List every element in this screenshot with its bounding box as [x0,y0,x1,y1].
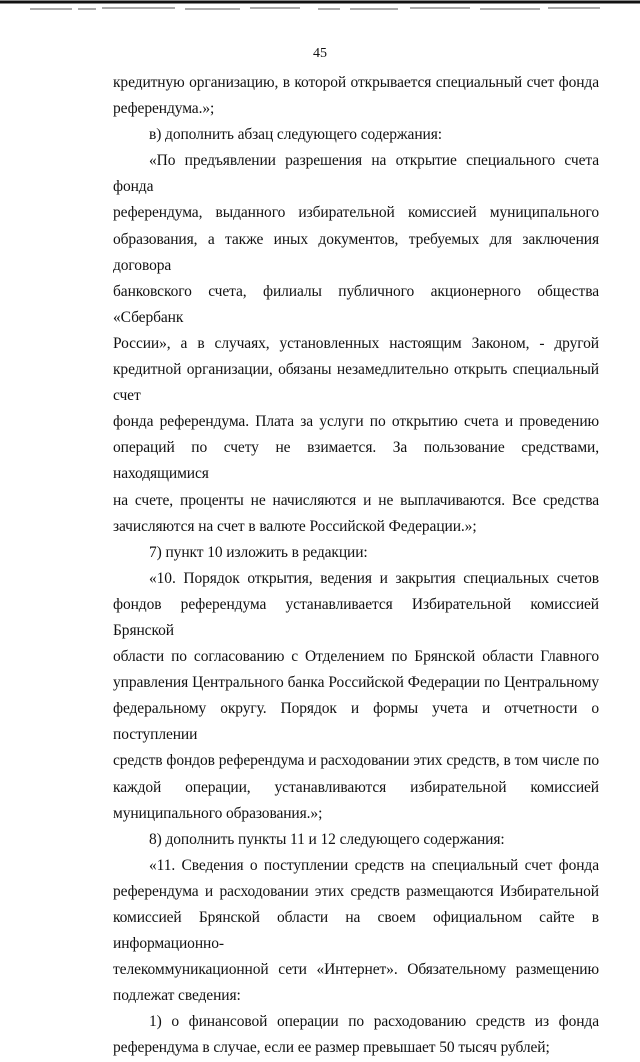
text-line: «11. Сведения о поступлении средств на специальный счет фонда [149,856,599,874]
text-line: на счете, проценты не начисляются и не выплачиваются. Все средства [113,491,599,509]
text-line: области по согласованию с Отделением по Брянской области Главного [113,648,599,666]
text-line: кредитную организацию, в которой открывается специальный счет фонда [113,74,599,91]
document-body [113,70,599,1062]
scan-edge-marks [0,0,640,16]
text-line: телекоммуникационной сети «Интернет». Обязательному размещению [113,961,599,979]
text-line: России», а в случаях, установленных настоящим Законом, - другой [113,334,599,352]
text-line: 7) пункт 10 изложить в редакции: [149,543,368,561]
text-line: каждой операции, устанавливаются избирательной комиссией [113,778,599,796]
text-line: комиссией Брянской области на своем официальном сайте в информационно- [113,909,599,953]
text-line: зачисляются на счет в валюте Российской Федерации.»; [113,517,477,535]
text-line: средств фондов референдума и расходовании этих средств, в том числе по [113,752,599,770]
text-line: операций по счету не взимается. За пользование средствами, находящимися [113,439,599,483]
text-line: кредитной организации, обязаны незамедлительно открыть специальный счет [113,361,599,405]
text-line: референдума, выданного избирательной комиссией муниципального [113,204,599,222]
text-line: референдума.»; [113,100,215,118]
text-line: муниципального образования.»; [113,804,323,822]
text-line: банковского счета, филиалы публичного акционерного общества «Сбербанк [113,282,599,326]
text-line: федеральному округу. Порядок и формы учета и отчетности о поступлении [113,700,599,744]
text-line: подлежат сведения: [113,987,241,1005]
text-line: фонда референдума. Плата за услуги по открытию счета и проведению [113,413,599,431]
text-line: референдума в случае, если ее размер превышает 50 тысяч рублей; [113,1039,550,1057]
text-line: референдума и расходовании этих средств размещаются Избирательной [113,882,599,900]
text-line: в) дополнить абзац следующего содержания: [149,126,442,144]
page-number: 45 [313,46,327,61]
text-line: образования, а также иных документов, требуемых для заключения договора [113,230,599,274]
text-line: «По предъявлении разрешения на открытие специального счета фонда [113,152,599,196]
text-line: «10. Порядок открытия, ведения и закрытия специальных счетов [149,569,599,587]
text-line: управления Центрального банка Российской Федерации по Центральному [113,674,599,692]
text-line: 8) дополнить пункты 11 и 12 следующего содержания: [149,830,505,848]
text-line: фондов референдума устанавливается Избирательной комиссией Брянской [113,595,599,639]
text-line: 1) о финансовой операции по расходованию средств из фонда [149,1013,599,1031]
